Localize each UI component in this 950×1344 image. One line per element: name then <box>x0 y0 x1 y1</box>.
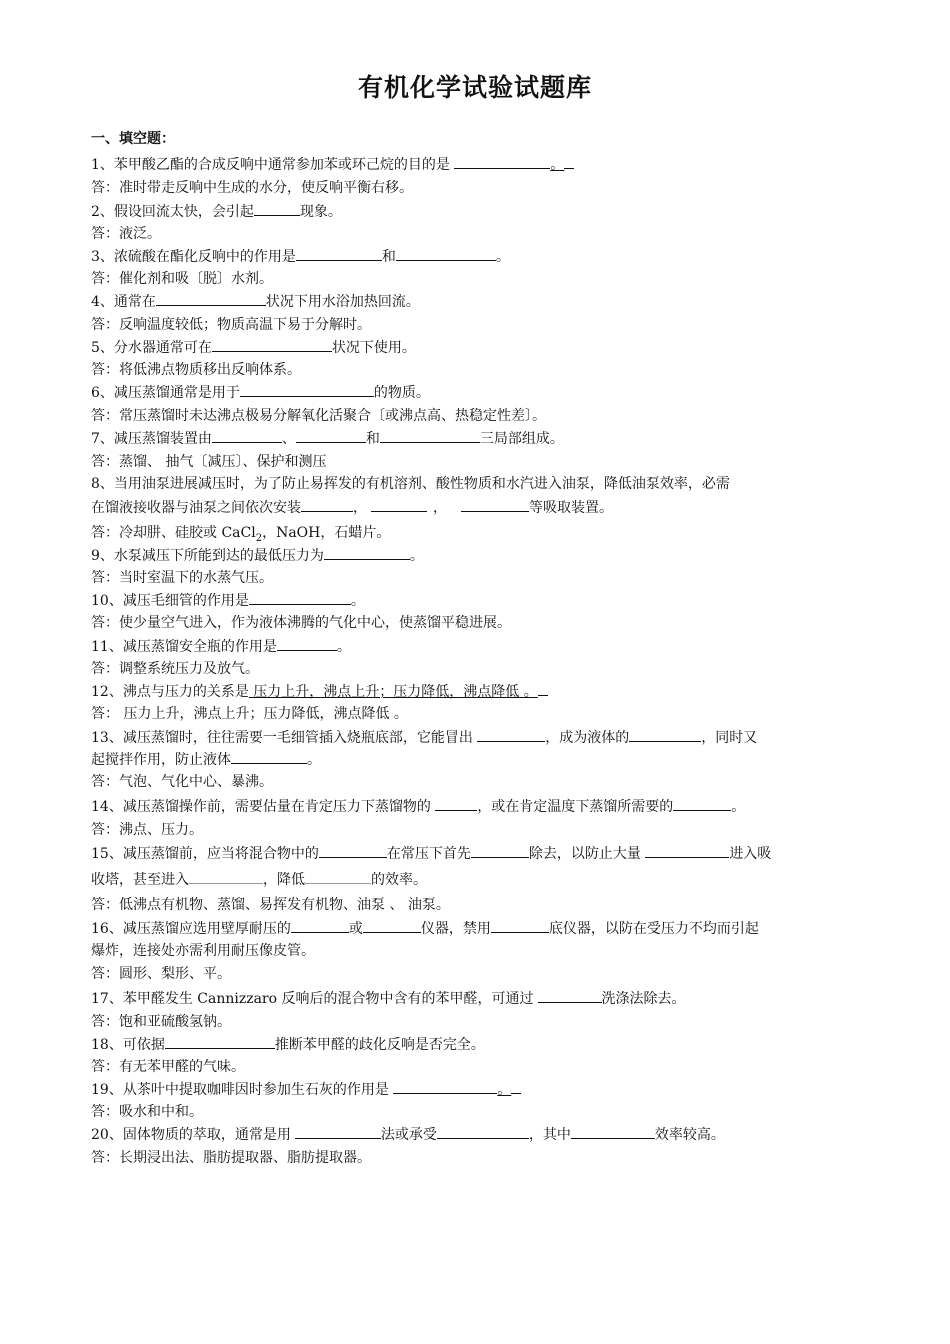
answer-blank <box>249 590 351 605</box>
answer-blank <box>645 843 729 858</box>
answer-20: 答：长期浸出法、脂肪提取器、脂肪提取器。 <box>91 1150 371 1166</box>
answer-blank <box>477 727 545 742</box>
question-13-cont: 起搅拌作用，防止液体 。 <box>91 749 863 770</box>
answer-blank <box>324 545 410 560</box>
question-19: 19、从茶叶中提取咖啡因时参加生石灰的作用是 。 <box>91 1079 863 1100</box>
question-13: 13、减压蒸馏时，往往需要一毛细管插入烧瓶底部，它能冒出 ，成为液体的 ，同时又 <box>91 727 863 748</box>
answer-8: 答：冷却肼、硅胶或 CaCl$_2$，NaOH，石蜡片。 <box>91 525 391 544</box>
question-16-cont: 爆炸，连接处亦需利用耐压像皮管。 <box>91 943 315 959</box>
question-12: 12、沸点与压力的关系是 压力上升，沸点上升；压力降低，沸点降低 。 <box>91 681 863 702</box>
question-18: 18、可依据 推断苯甲醛的歧化反响是否完全。 <box>91 1034 863 1055</box>
question-8: 8、当用油泵进展减压时，为了防止易挥发的有机溶剂、酸性物质和水汽进入油泵，降低油泵效率，必需 <box>91 476 730 492</box>
answer-6: 答：常压蒸馏时未达沸点极易分解氧化活聚合〔或沸点高、热稳定性差〕。 <box>91 408 546 424</box>
answer-blank <box>254 201 300 216</box>
answer-1: 答：准时带走反响中生成的水分，使反响平衡右移。 <box>91 180 413 196</box>
answer-2: 答：液泛。 <box>91 226 161 242</box>
answer-blank <box>291 918 349 933</box>
answer-blank <box>491 918 549 933</box>
answer-5: 答：将低沸点物质移出反响体系。 <box>91 362 301 378</box>
answer-blank <box>295 1124 381 1139</box>
section-heading: 一、填空题： <box>91 131 175 147</box>
answer-blank <box>296 428 366 443</box>
question-8-cont: 在馏液接收器与油泵之间依次安装 ， ， 等吸取装置。 <box>91 497 863 518</box>
question-14: 14、减压蒸馏操作前，需要估量在肯定压力下蒸馏物的 ，或在肯定温度下蒸馏所需要的 。 <box>91 796 863 817</box>
question-15: 15、减压蒸馏前，应当将混合物中的 在常压下首先 除去，以防止大量 进入吸 <box>91 843 863 864</box>
answer-blank <box>571 1124 655 1139</box>
answer-blank <box>673 796 731 811</box>
answer-blank <box>212 428 282 443</box>
answer-19: 答：吸水和中和。 <box>91 1104 203 1120</box>
answer-13: 答：气泡、气化中心、暴沸。 <box>91 774 273 790</box>
question-4: 4、通常在 状况下用水浴加热回流。 <box>91 291 863 312</box>
question-3: 3、浓硫酸在酯化反响中的作用是 和 。 <box>91 246 863 267</box>
answer-blank <box>629 727 701 742</box>
question-15-cont: 收塔，甚至进入 ，降低 的效率。 <box>91 869 863 890</box>
page-title: 有机化学试验试题库 <box>357 73 592 102</box>
answer-12: 答： 压力上升，沸点上升；压力降低，沸点降低 。 <box>91 706 408 722</box>
answer-blank <box>435 796 477 811</box>
answer-17: 答：饱和亚硫酸氢钠。 <box>91 1014 231 1030</box>
answer-3: 答：催化剂和吸〔脱〕水剂。 <box>91 271 273 287</box>
answer-18: 答：有无苯甲醛的气味。 <box>91 1059 245 1075</box>
answer-blank <box>156 291 266 306</box>
question-20: 20、固体物质的萃取，通常是用 法或承受 ，其中 效率较高。 <box>91 1124 863 1145</box>
answer-blank <box>564 154 574 169</box>
question-16: 16、减压蒸馏应选用壁厚耐压的 或 仪器，禁用 底仪器，以防在受压力不均而引起 <box>91 918 863 939</box>
answer-blank <box>301 497 353 512</box>
question-17: 17、苯甲醛发生 Cannizzaro 反响后的混合物中含有的苯甲醛，可通过 洗涤法除去。 <box>91 988 863 1009</box>
answer-blank <box>212 337 332 352</box>
answer-blank <box>189 869 263 884</box>
answer-blank <box>319 843 387 858</box>
answer-blank <box>296 246 382 261</box>
answer-blank <box>437 1124 529 1139</box>
answer-7: 答：蒸馏、 抽气〔减压〕、保护和测压 <box>91 454 327 470</box>
answer-15: 答：低沸点有机物、蒸馏、易挥发有机物、油泵 、 油泵。 <box>91 897 450 913</box>
answer-blank <box>393 1079 497 1094</box>
question-9: 9、水泵减压下所能到达的最低压力为 。 <box>91 545 863 566</box>
answer-blank <box>240 382 374 397</box>
answer-blank <box>511 1079 521 1094</box>
answer-blank <box>277 636 337 651</box>
answer-blank <box>471 843 529 858</box>
question-2: 2、假设回流太快，会引起 现象。 <box>91 201 863 222</box>
answer-9: 答：当时室温下的水蒸气压。 <box>91 570 273 586</box>
answer-blank <box>538 681 548 696</box>
answer-10: 答：使少量空气进入，作为液体沸腾的气化中心，使蒸馏平稳进展。 <box>91 615 511 631</box>
question-10: 10、减压毛细管的作用是 。 <box>91 590 863 611</box>
question-7: 7、减压蒸馏装置由 、 和 三局部组成。 <box>91 428 863 449</box>
question-5: 5、分水器通常可在 状况下使用。 <box>91 337 863 358</box>
question-11: 11、减压蒸馏安全瓶的作用是 。 <box>91 636 863 657</box>
answer-blank <box>538 988 602 1003</box>
answer-blank <box>396 246 496 261</box>
answer-blank <box>231 749 307 764</box>
answer-blank <box>461 497 529 512</box>
answer-blank <box>305 869 371 884</box>
answer-4: 答：反响温度较低；物质高温下易于分解时。 <box>91 317 371 333</box>
answer-blank <box>380 428 480 443</box>
answer-11: 答：调整系统压力及放气。 <box>91 661 259 677</box>
answer-blank <box>165 1034 275 1049</box>
answer-blank <box>454 154 550 169</box>
question-6: 6、减压蒸馏通常是用于 的物质。 <box>91 382 863 403</box>
answer-14: 答：沸点、压力。 <box>91 822 203 838</box>
question-1: 1、苯甲酸乙酯的合成反响中通常参加苯或环己烷的目的是 。 <box>91 154 863 175</box>
answer-16: 答：圆形、梨形、平。 <box>91 966 231 982</box>
answer-blank <box>363 918 421 933</box>
answer-blank <box>371 497 427 512</box>
